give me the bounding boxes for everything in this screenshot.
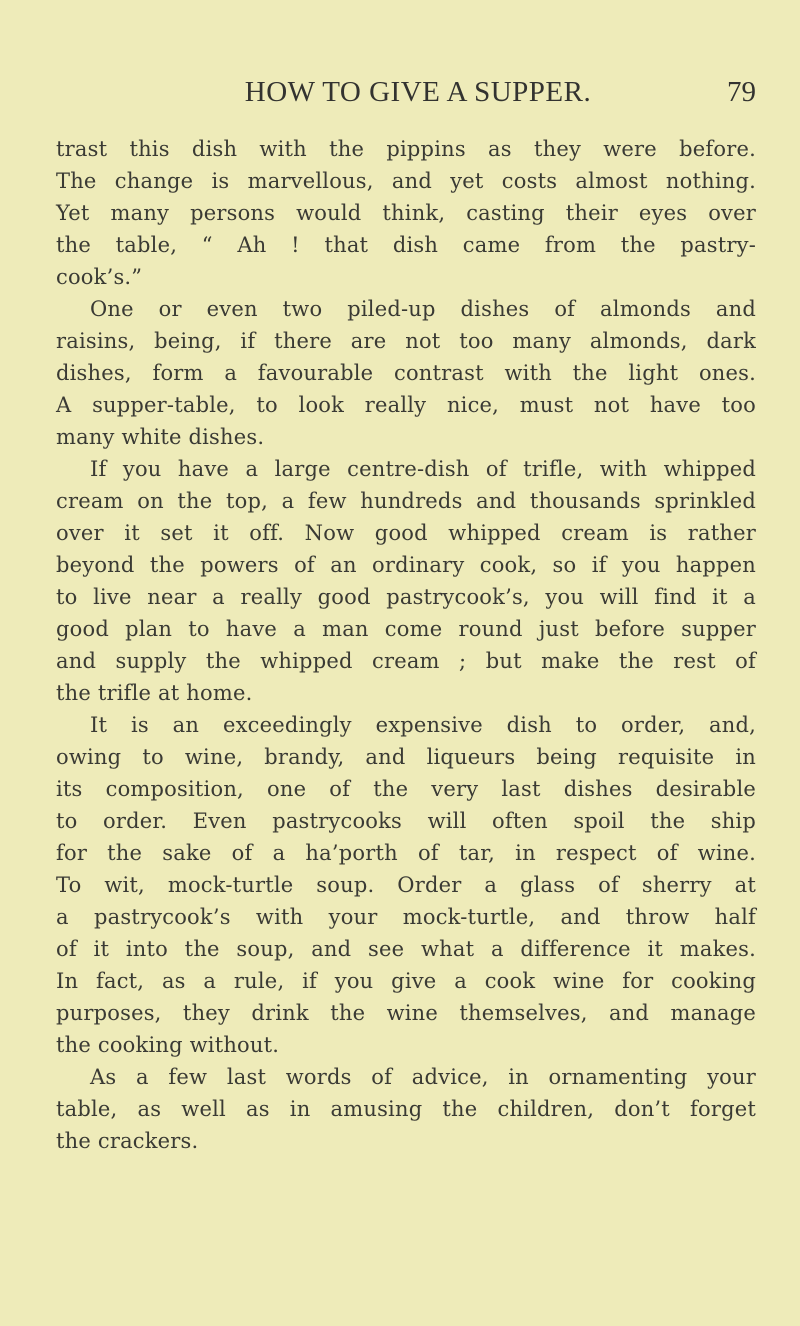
text-line: One or even two piled-up dishes of almonds and bbox=[90, 297, 756, 321]
text-line: In fact, as a rule, if you give a cook wine for cooking bbox=[56, 969, 756, 993]
text-line: many white dishes. bbox=[56, 425, 265, 449]
text-line: dishes, form a favourable contrast with the light ones. bbox=[56, 361, 756, 385]
text-line: for the sake of a ha’porth of tar, in respect of wine. bbox=[56, 841, 756, 865]
text-line: the cooking without. bbox=[56, 1033, 280, 1057]
text-line: the table, “ Ah ! that dish came from the pastry- bbox=[56, 233, 756, 257]
text-line: the trifle at home. bbox=[56, 681, 253, 705]
page-number: 79 bbox=[727, 76, 756, 108]
text-line: purposes, they drink the wine themselves, and manage bbox=[56, 1001, 756, 1025]
text-line: beyond the powers of an ordinary cook, so if you happen bbox=[56, 553, 756, 577]
text-line: As a few last words of advice, in ornamenting your bbox=[90, 1065, 756, 1089]
text-line: table, as well as in amusing the children, don’t forget bbox=[56, 1097, 756, 1121]
text-line: good plan to have a man come round just before supper bbox=[56, 617, 756, 641]
text-line: owing to wine, brandy, and liqueurs being requisite in bbox=[56, 745, 756, 769]
text-line: If you have a large centre-dish of trifle, with whipped bbox=[90, 457, 756, 481]
text-line: its composition, one of the very last dishes desirable bbox=[56, 777, 756, 801]
text-line: the crackers. bbox=[56, 1129, 199, 1153]
text-line: cook’s.” bbox=[56, 265, 143, 289]
text-line: Yet many persons would think, casting their eyes over bbox=[56, 201, 756, 225]
text-line: The change is marvellous, and yet costs almost nothing. bbox=[56, 169, 756, 193]
body-text bbox=[56, 133, 756, 1157]
text-line: a pastrycook’s with your mock-turtle, and throw half bbox=[56, 905, 756, 929]
text-line: cream on the top, a few hundreds and thousands sprinkled bbox=[56, 489, 756, 513]
text-line: and supply the whipped cream ; but make the rest of bbox=[56, 649, 756, 673]
text-line: to order. Even pastrycooks will often spoil the ship bbox=[56, 809, 756, 833]
running-title: HOW TO GIVE A SUPPER. bbox=[244, 76, 592, 108]
text-line: over it set it off. Now good whipped cream is rather bbox=[56, 521, 756, 545]
text-line: to live near a really good pastrycook’s, you will find it a bbox=[56, 585, 756, 609]
text-line: of it into the soup, and see what a difference it makes. bbox=[56, 937, 756, 961]
running-head bbox=[58, 76, 778, 116]
text-line: raisins, being, if there are not too many almonds, dark bbox=[56, 329, 756, 353]
text-line: trast this dish with the pippins as they were before. bbox=[56, 137, 756, 161]
text-line: To wit, mock-turtle soup. Order a glass of sherry at bbox=[56, 873, 756, 897]
text-line: A supper-table, to look really nice, must not have too bbox=[56, 393, 756, 417]
text-line: It is an exceedingly expensive dish to order, and, bbox=[90, 713, 756, 737]
